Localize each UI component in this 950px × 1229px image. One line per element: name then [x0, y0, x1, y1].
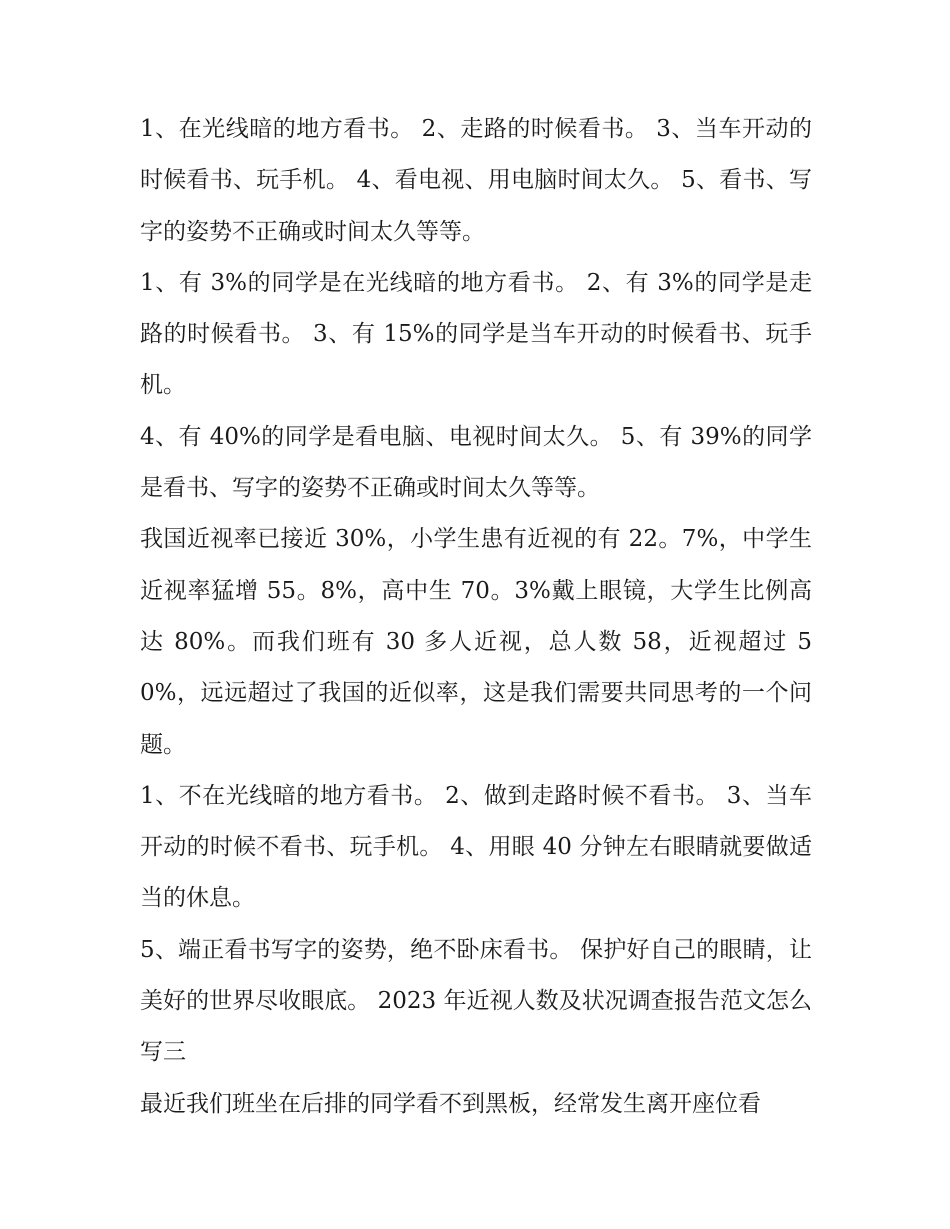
document-body: [140, 104, 812, 1130]
paragraph-causes: 1、在光线暗的地方看书。 2、走路的时候看书。 3、当车开动的时候看书、玩手机。 4、看电视、用电脑时间太久。 5、看书、写字的姿势不正确或时间太久等等。: [140, 116, 812, 245]
paragraph-national-rate: 我国近视率已接近 30%，小学生患有近视的有 22。7%，中学生近视率猛增 55。8%，高中生 70。3%戴上眼镜，大学生比例高达 80%。而我们班有 30 多人近视，总人数 58，近视超过 50%，远远超过了我国的近似率，这是我们需要共同思考的一个问题。: [140, 526, 812, 758]
paragraph-report-three: 最近我们班坐在后排的同学看不到黑板，经常发生离开座位看: [140, 1090, 761, 1117]
paragraph-stats-part2: 4、有 40%的同学是看电脑、电视时间太久。 5、有 39%的同学是看书、写字的姿势不正确或时间太久等等。: [140, 423, 812, 502]
paragraph-suggestions: 1、不在光线暗的地方看书。 2、做到走路时候不看书。 3、当车开动的时候不看书、玩手机。 4、用眼 40 分钟左右眼睛就要做适当的休息。: [140, 782, 812, 912]
paragraph-stats-part1: 1、有 3%的同学是在光线暗的地方看书。 2、有 3%的同学是走路的时候看书。 3、有 15%的同学是当车开动的时候看书、玩手机。: [140, 269, 812, 399]
paragraph-posture: 5、端正看书写字的姿势，绝不卧床看书。 保护好自己的眼睛，让美好的世界尽收眼底。 2023 年近视人数及状况调查报告范文怎么写三: [140, 936, 812, 1066]
